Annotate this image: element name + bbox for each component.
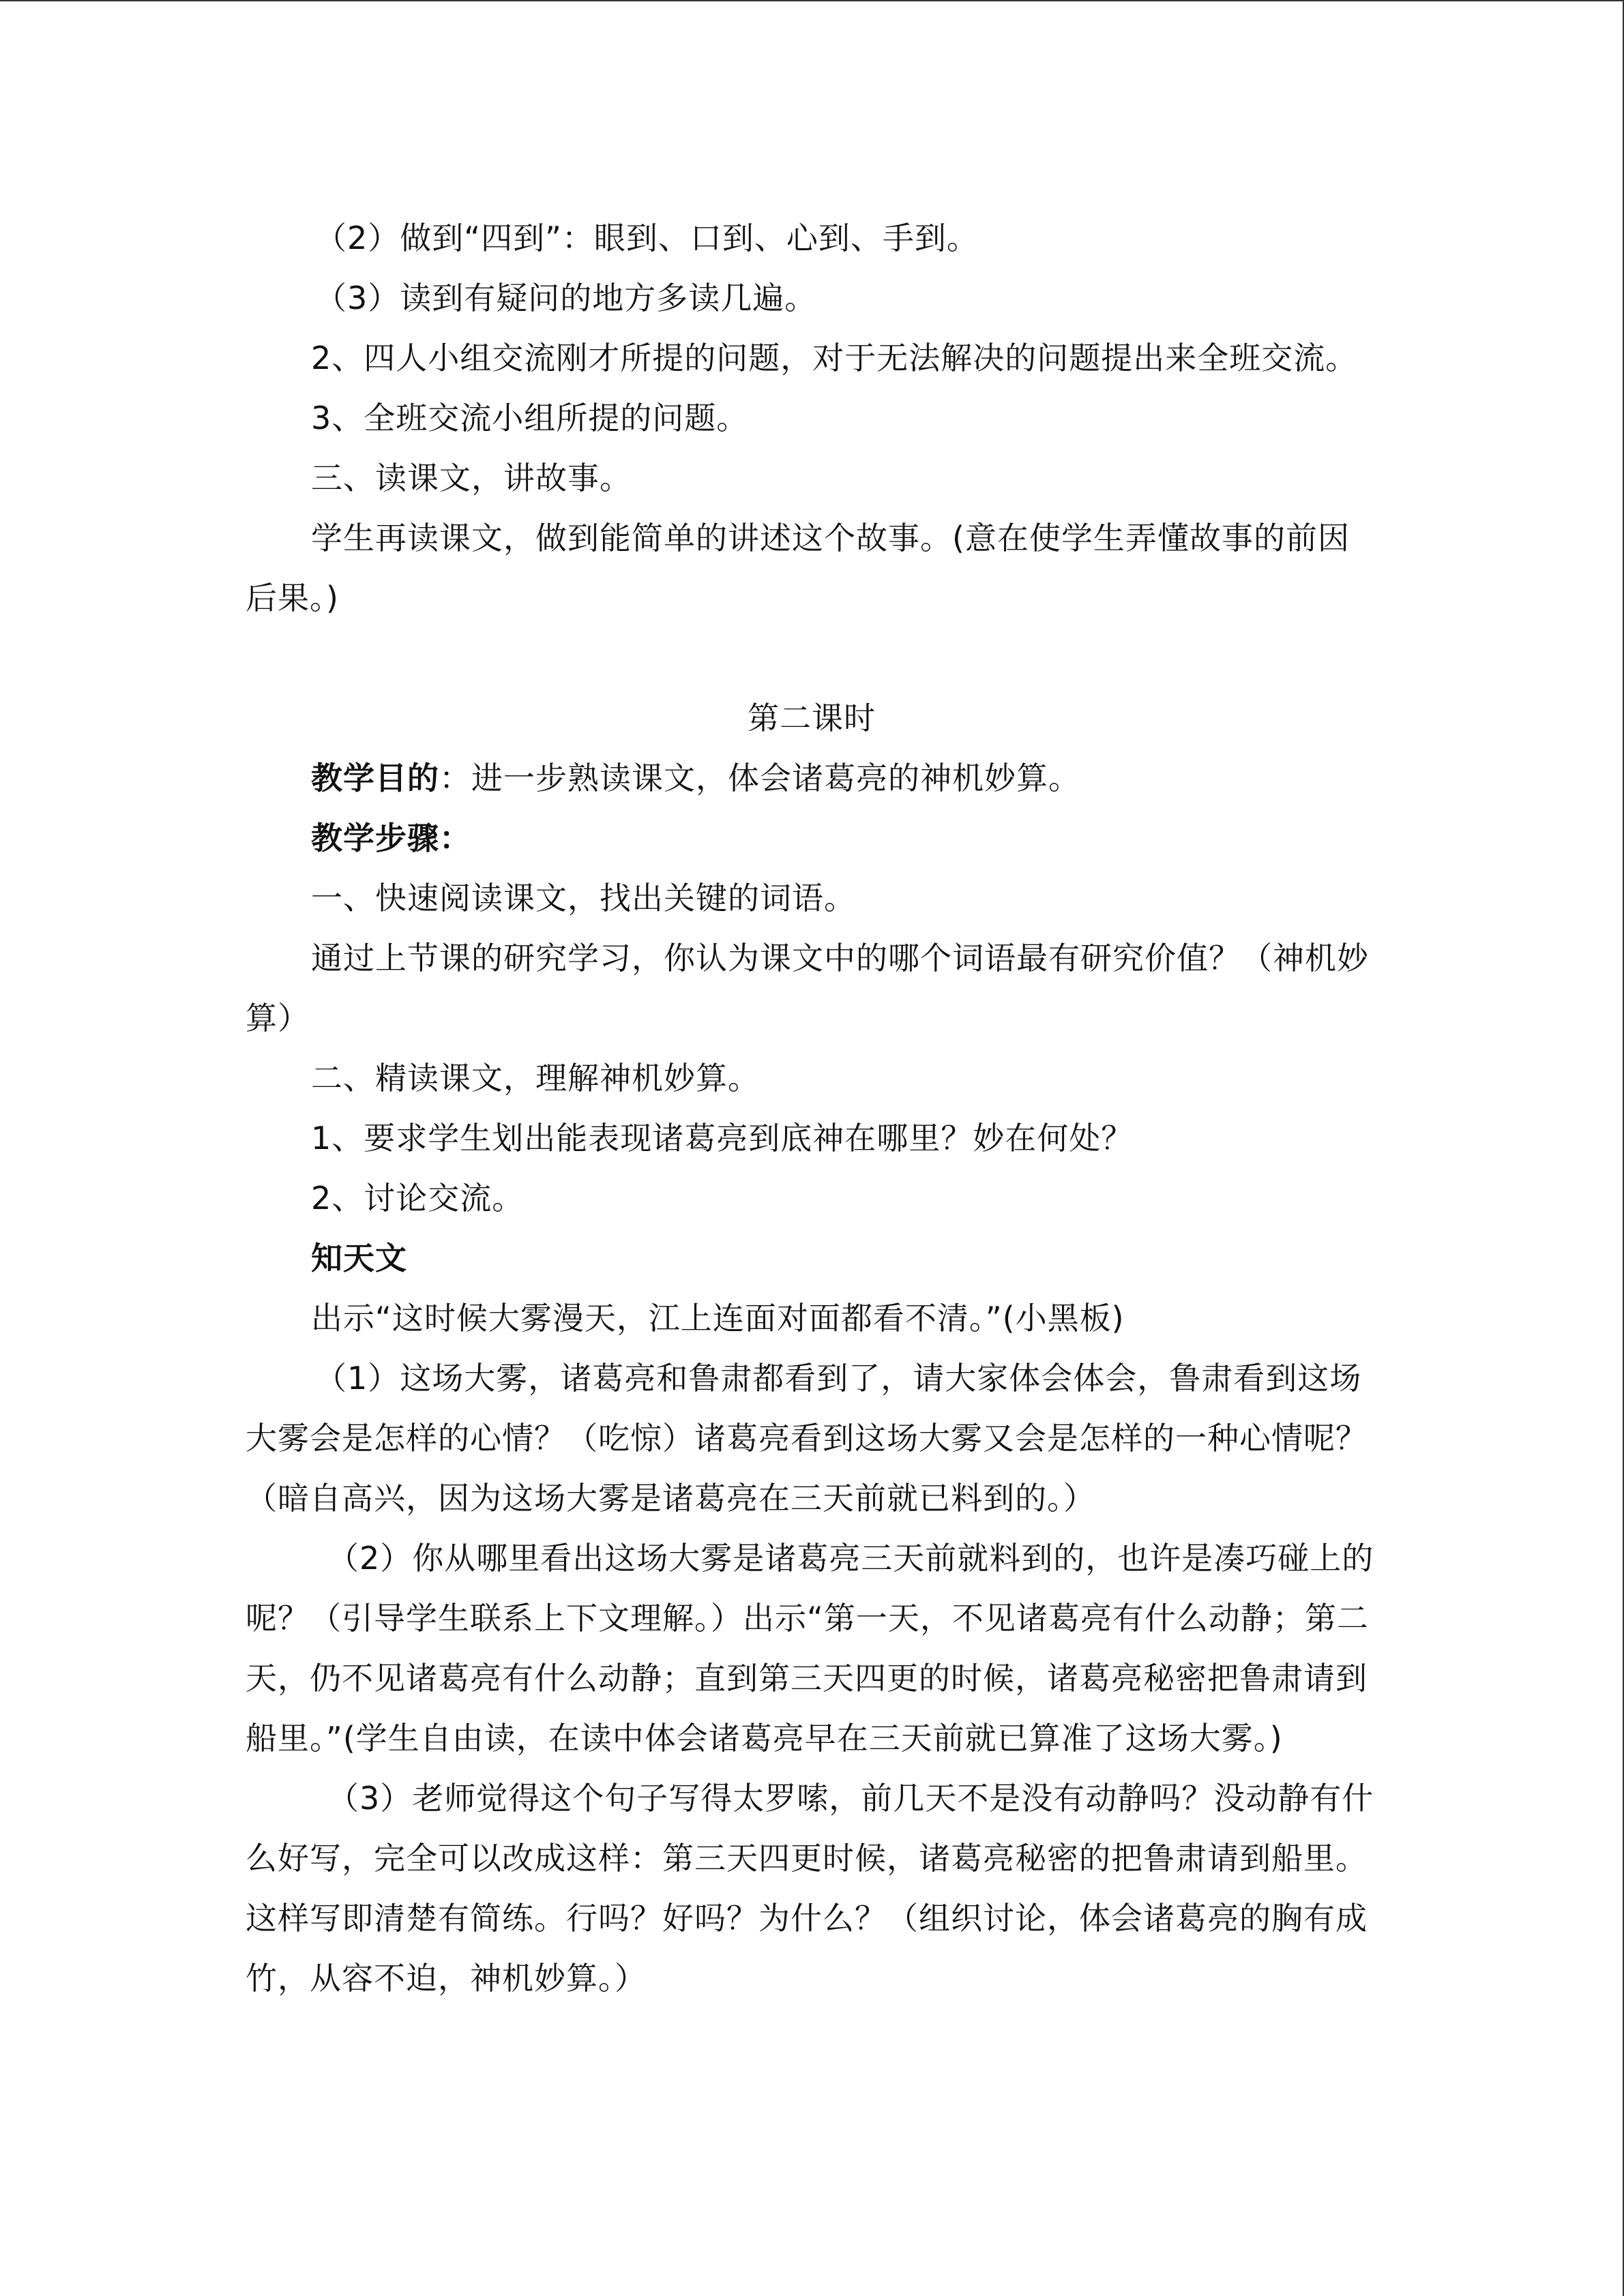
discussion-one: （1）这场大雾，诸葛亮和鲁肃都看到了，请大家体会体会，鲁肃看到这场大雾会是怎样的心情？（吃惊）诸葛亮看到这场大雾又会是怎样的一种心情呢？（暗自高兴，因为这场大雾是诸葛亮在三天前就已料到的。） xyxy=(246,1360,1368,1517)
lesson-two-title: 第二课时 xyxy=(748,700,876,736)
discussion-three: （3）老师觉得这个句子写得太罗嗦，前几天不是没有动静吗？没动静有什么好写，完全可以改成这样：第三天四更时候，诸葛亮秘密的把鲁肃请到船里。这样写即清楚有简练。行吗？好吗？为什么？（组织讨论，体会诸葛亮的胸有成竹，从容不迫，神机妙算。） xyxy=(246,1780,1374,1997)
show-sentence: 出示“这时候大雾漫天，江上连面对面都看不清。”(小黑板) xyxy=(311,1300,1125,1337)
teaching-goal-text: ：进一步熟读课文，体会诸葛亮的神机妙算。 xyxy=(439,760,1080,796)
teaching-goal xyxy=(246,748,1378,808)
subheading-astronomy: 知天文 xyxy=(311,1240,407,1277)
paragraph-group-discussion: 2、四人小组交流刚才所提的问题，对于无法解决的问题提出来全班交流。 xyxy=(311,340,1358,376)
paragraph-step-three: 三、读课文，讲故事。 xyxy=(311,460,632,496)
step-two-item-one: 1、要求学生划出能表现诸葛亮到底神在哪里？妙在何处？ xyxy=(311,1120,1134,1157)
discussion-two: （2）你从哪里看出这场大雾是诸葛亮三天前就料到的，也许是凑巧碰上的呢？（引导学生联系上下文理解。）出示“第一天，不见诸葛亮有什么动静；第二天，仍不见诸葛亮有什么动静；直到第三天四更的时候，诸葛亮秘密把鲁肃请到船里。”(学生自由读，在读中体会诸葛亮早在三天前就已算准了这场大雾。) xyxy=(246,1540,1374,1757)
teaching-goal-label: 教学目的 xyxy=(311,760,439,796)
paragraph-four-to: （2）做到“四到”：眼到、口到、心到、手到。 xyxy=(315,220,979,256)
step-one-detail: 通过上节课的研究学习，你认为课文中的哪个词语最有研究价值？（神机妙算） xyxy=(246,940,1369,1037)
document-body xyxy=(246,208,1378,2008)
step-one: 一、快速阅读课文，找出关键的词语。 xyxy=(311,880,856,916)
step-two: 二、精读课文，理解神机妙算。 xyxy=(311,1060,760,1097)
step-two-item-two: 2、讨论交流。 xyxy=(311,1180,525,1217)
paragraph-reread-doubts: （3）读到有疑问的地方多读几遍。 xyxy=(315,280,817,316)
page-border-top xyxy=(0,0,1624,1)
paragraph-class-discussion: 3、全班交流小组所提的问题。 xyxy=(311,400,749,436)
teaching-steps-label: 教学步骤： xyxy=(311,820,471,856)
paragraph-retell-story: 学生再读课文，做到能简单的讲述这个故事。(意在使学生弄懂故事的前因后果。) xyxy=(246,520,1350,616)
